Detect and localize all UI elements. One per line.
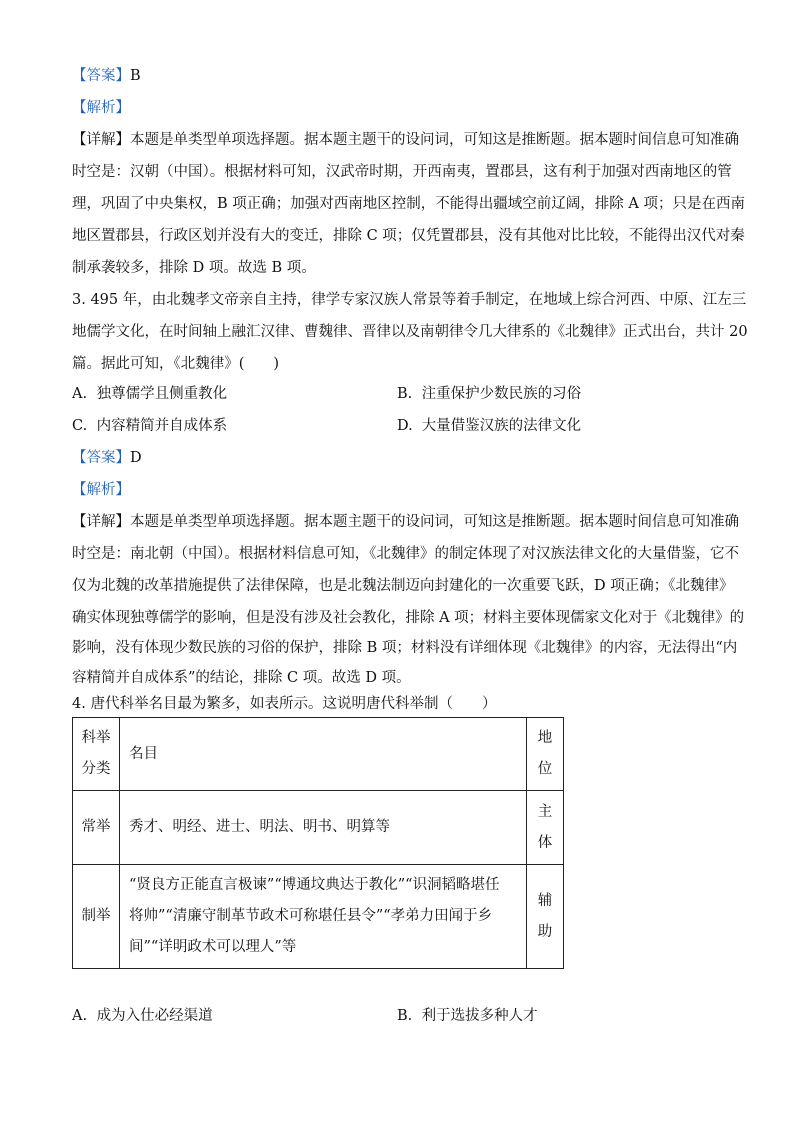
q3-detail-line: 时空是：南北朝（中国）。根据材料信息可知，《北魏律》的制定体现了对汉族法律文化的大量借鉴，它不 [72, 546, 739, 562]
keju-table [72, 717, 564, 969]
q4-stem: 4. 唐代科举名目最为繁多，如表所示。这说明唐代科举制（ ） [72, 696, 497, 712]
cell-text: 体 [537, 834, 553, 851]
q3-option-a[interactable] [72, 384, 227, 404]
q3-answer-line [72, 448, 142, 468]
table-cell: 秀才、明经、进士、明法、明书、明算等 [120, 791, 527, 865]
header-text: 地 [537, 730, 553, 746]
q3-detail-line: 容精简并自成体系”的结论，排除 C 项。故选 D 项。 [72, 670, 411, 686]
q3-stem-line: 3. 495 年，由北魏孝文帝亲自主持，律学专家汉族人常景等着手制定，在地域上综合河西、中原、江左三 [72, 292, 747, 308]
q3-detail-line [72, 512, 739, 532]
q2-detail-line: 时空是：汉朝（中国）。根据材料可知，汉武帝时期，开西南夷，置郡县，这有利于加强对西南地区的管 [72, 164, 732, 180]
option-letter: A. [72, 386, 88, 402]
table-row [73, 791, 564, 865]
answer-tag: 【答案】 [72, 68, 130, 84]
q3-stem-line: 地儒学文化，在时间轴上融汇汉律、曹魏律、晋律以及南朝律令几大律系的《北魏律》正式出台，共计 20 [72, 324, 748, 340]
q4-option-b[interactable] [397, 1006, 538, 1026]
q2-detail-line: 理，巩固了中央集权，B 项正确；加强对西南地区控制，不能得出疆域空前辽阔，排除 A 项；只是在西南 [72, 196, 745, 212]
q3-detail-line: 确实体现独尊儒学的影响，但是没有涉及社会教化，排除 A 项；材料主要体现儒家文化对于《北魏律》的 [72, 610, 745, 626]
cell-text: 辅 [537, 892, 553, 909]
q2-analysis-heading [72, 98, 130, 118]
detail-tag: 【详解】 [72, 132, 130, 148]
q3-detail-line: 仅为北魏的改革措施提供了法律保障，也是北魏法制迈向封建化的一次重要飞跃，D 项正确；《北魏律》 [72, 578, 734, 594]
option-text: 成为入仕必经渠道 [96, 1008, 213, 1024]
detail-text: 本题是单类型单项选择题。据本题主题干的设问词，可知这是推断题。据本题时间信息可知准确 [130, 514, 739, 530]
q3-analysis-heading [72, 480, 130, 500]
header-text: 位 [537, 761, 553, 777]
q3-stem-line: 篇。据此可知，《北魏律》( ) [72, 356, 280, 372]
table-cell [527, 865, 564, 969]
answer-value: D [130, 450, 142, 466]
q2-detail-line: 制承袭较多，排除 D 项。故选 B 项。 [72, 260, 316, 276]
detail-text: 本题是单类型单项选择题。据本题主题干的设问词，可知这是推断题。据本题时间信息可知准确 [130, 132, 739, 148]
table-cell: 常举 [73, 791, 120, 865]
option-text: 内容精简并自成体系 [96, 418, 228, 434]
header-cell-category [73, 718, 120, 791]
option-letter: C. [72, 418, 88, 434]
q2-answer-line [72, 66, 141, 86]
analysis-tag: 【解析】 [72, 100, 130, 116]
q2-detail-line [72, 130, 739, 150]
option-letter: B. [397, 1008, 413, 1024]
header-text: 分类 [81, 761, 111, 777]
option-text: 注重保护少数民族的习俗 [421, 386, 582, 402]
table-cell [120, 865, 527, 969]
option-text: 利于选拔多种人才 [421, 1008, 538, 1024]
detail-tag: 【详解】 [72, 514, 130, 530]
header-cell-names: 名目 [120, 718, 527, 791]
q3-detail-line: 影响，没有体现少数民族的习俗的保护，排除 B 项；材料没有详细体现《北魏律》的内容，无法得出“内 [72, 640, 738, 656]
cell-text: 将帅”“清廉守制革节政术可称堪任县令”“孝弟力田闻于乡 [129, 908, 493, 924]
cell-text: 主 [537, 803, 553, 820]
table-row [73, 865, 564, 969]
answer-value: B [130, 68, 141, 84]
q3-option-b[interactable] [397, 384, 581, 404]
option-letter: A. [72, 1008, 88, 1024]
cell-text: 间”“详明政术可以理人”等 [129, 939, 297, 955]
option-text: 独尊儒学且侧重教化 [96, 386, 228, 402]
table-cell: 制举 [73, 865, 120, 969]
option-letter: B. [397, 386, 413, 402]
cell-text: “贤良方正能直言极谏”“博通坟典达于教化”“识洞韬略堪任 [129, 877, 500, 893]
q3-option-d[interactable] [397, 416, 581, 436]
answer-tag: 【答案】 [72, 450, 130, 466]
option-letter: D. [397, 418, 413, 434]
header-text: 科举 [81, 730, 111, 746]
q4-option-a[interactable] [72, 1006, 213, 1026]
header-cell-status [527, 718, 564, 791]
table-cell [527, 791, 564, 865]
analysis-tag: 【解析】 [72, 482, 130, 498]
q3-option-c[interactable] [72, 416, 227, 436]
q2-detail-line: 地区置郡县，行政区划并没有大的变迁，排除 C 项；仅凭置郡县，没有其他对比比较，不能得出汉代对秦 [72, 228, 745, 244]
table-header-row [73, 718, 564, 791]
option-text: 大量借鉴汉族的法律文化 [421, 418, 582, 434]
cell-text: 助 [537, 923, 553, 940]
